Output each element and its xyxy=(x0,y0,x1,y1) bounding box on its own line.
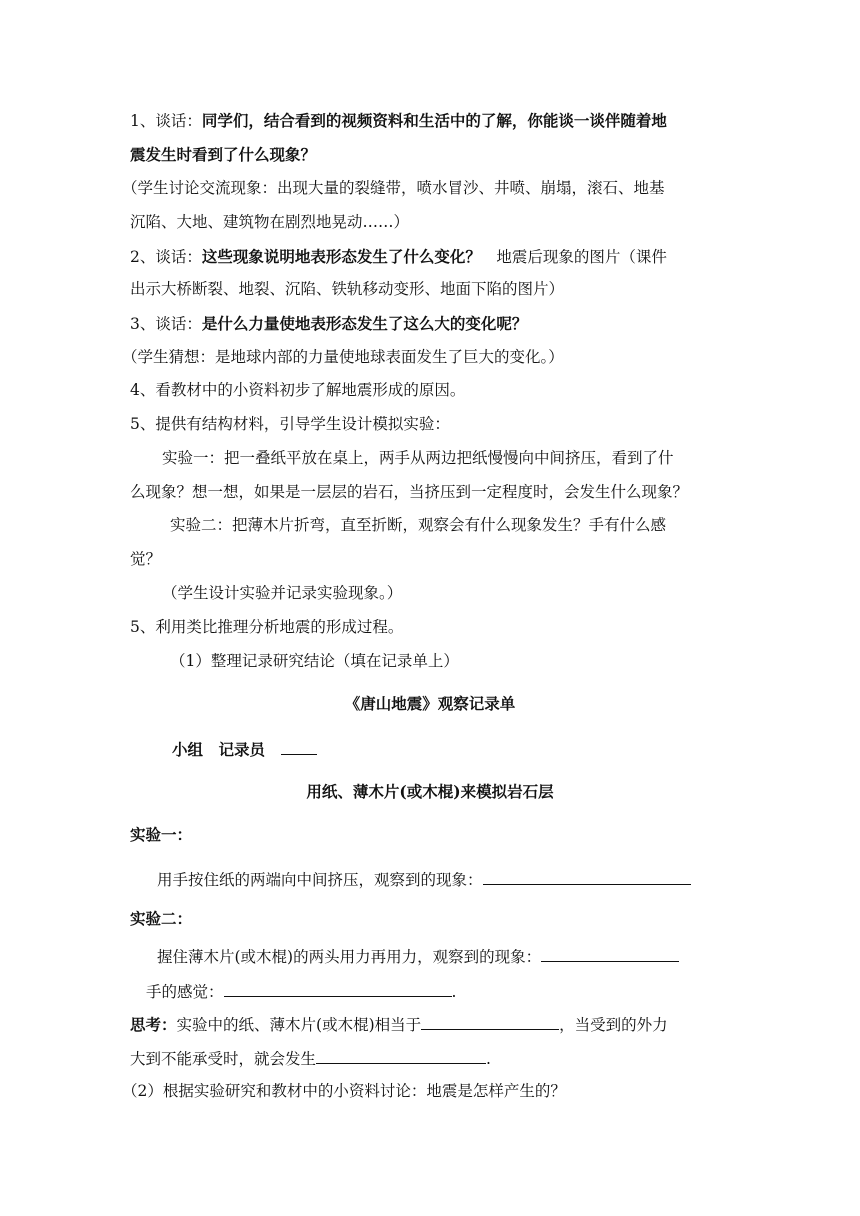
exp2-observation-blank[interactable] xyxy=(541,947,679,962)
p1-line2: 震发生时看到了什么现象？ xyxy=(130,145,317,164)
exp1-observation-blank[interactable] xyxy=(483,870,691,885)
sub2: （2）根据实验研究和教材中的小资料讨论：地震是怎样产生的？ xyxy=(122,1082,566,1100)
record-think-line1 xyxy=(130,1015,668,1034)
p1-line1 xyxy=(130,113,667,130)
p5b: 5、利用类比推理分析地震的形成过程。 xyxy=(130,618,404,636)
record-title: 《唐山地震》观察记录单 xyxy=(344,694,516,713)
p1-prefix: 1、谈话： xyxy=(130,112,202,130)
p2-question: 这些现象说明地表形态发生了什么变化？ xyxy=(201,247,481,266)
p3-prefix: 3、谈话： xyxy=(130,315,202,333)
exp2-line1: 实验二：把薄木片折弯，直至折断，观察会有什么现象发生？手有什么感 xyxy=(170,516,667,534)
exp1-line1: 实验一：把一叠纸平放在桌上，两手从两边把纸慢慢向中间挤压，看到了什 xyxy=(162,449,674,467)
think-text-2: ，当受到的外力 xyxy=(559,1016,668,1034)
record-subtitle: 用纸、薄木片(或木棍)来模拟岩石层 xyxy=(306,782,554,801)
p2-line1 xyxy=(130,249,667,266)
p3-line1 xyxy=(130,316,527,333)
p2-rest: 地震后现象的图片（课件 xyxy=(480,248,667,266)
record-exp2-line xyxy=(157,947,679,966)
think-blank-1[interactable] xyxy=(421,1015,559,1030)
think-text-1: 实验中的纸、薄木片(或木棍)相当于 xyxy=(176,1016,422,1034)
p4: 4、看教材中的小资料初步了解地震形成的原因。 xyxy=(130,381,466,399)
p5: 5、提供有结构材料，引导学生设计模拟实验： xyxy=(130,415,450,433)
record-exp2-text: 握住薄木片(或木棍)的两头用力再用力，观察到的现象： xyxy=(157,948,542,966)
think-line2-text: 大到不能承受时，就会发生 xyxy=(130,1050,317,1068)
record-feel-label: 手的感觉： xyxy=(146,983,224,1001)
record-think-line2 xyxy=(130,1049,491,1068)
think-label: 思考： xyxy=(130,1015,177,1034)
exp-note: （学生设计实验并记录实验现象。） xyxy=(162,584,403,602)
think-blank-2[interactable] xyxy=(316,1049,486,1064)
p1-answer-2: 沉陷、大地、建筑物在剧烈地晃动……） xyxy=(130,213,410,231)
exp2-line2: 觉？ xyxy=(130,550,162,568)
p1-answer-1: （学生讨论交流现象：出现大量的裂缝带，喷水冒沙、井喷、崩塌，滚石、地基 xyxy=(122,179,665,197)
record-exp1-label: 实验一： xyxy=(130,825,193,844)
feel-blank[interactable] xyxy=(224,982,452,997)
sub1: （1）整理记录研究结论（填在记录单上） xyxy=(170,652,459,670)
record-group-line xyxy=(172,740,317,758)
record-exp1-line xyxy=(157,870,691,889)
p3-question: 是什么力量使地表形态发生了这么大的变化呢？ xyxy=(201,314,528,333)
recorder-blank[interactable] xyxy=(281,740,317,755)
p2-prefix: 2、谈话： xyxy=(130,248,202,266)
think-period: . xyxy=(486,1050,491,1068)
record-feel-line xyxy=(146,982,456,1001)
feel-period: . xyxy=(451,983,457,1001)
p3-answer: （学生猜想：是地球内部的力量使地球表面发生了巨大的变化。） xyxy=(122,348,564,366)
record-exp2-label: 实验二： xyxy=(130,909,193,928)
p1-question: 同学们，结合看到的视频资料和生活中的了解，你能谈一谈伴随着地 xyxy=(201,111,667,130)
p2-line2: 出示大桥断裂、地裂、沉陷、铁轨移动变形、地面下陷的图片） xyxy=(130,280,565,298)
record-group: 小组 记录员 xyxy=(172,740,281,759)
record-exp1-text: 用手按住纸的两端向中间挤压，观察到的现象： xyxy=(157,871,483,889)
exp1-line2: 么现象？想一想，如果是一层层的岩石，当挤压到一定程度时，会发生什么现象？ xyxy=(130,483,689,501)
